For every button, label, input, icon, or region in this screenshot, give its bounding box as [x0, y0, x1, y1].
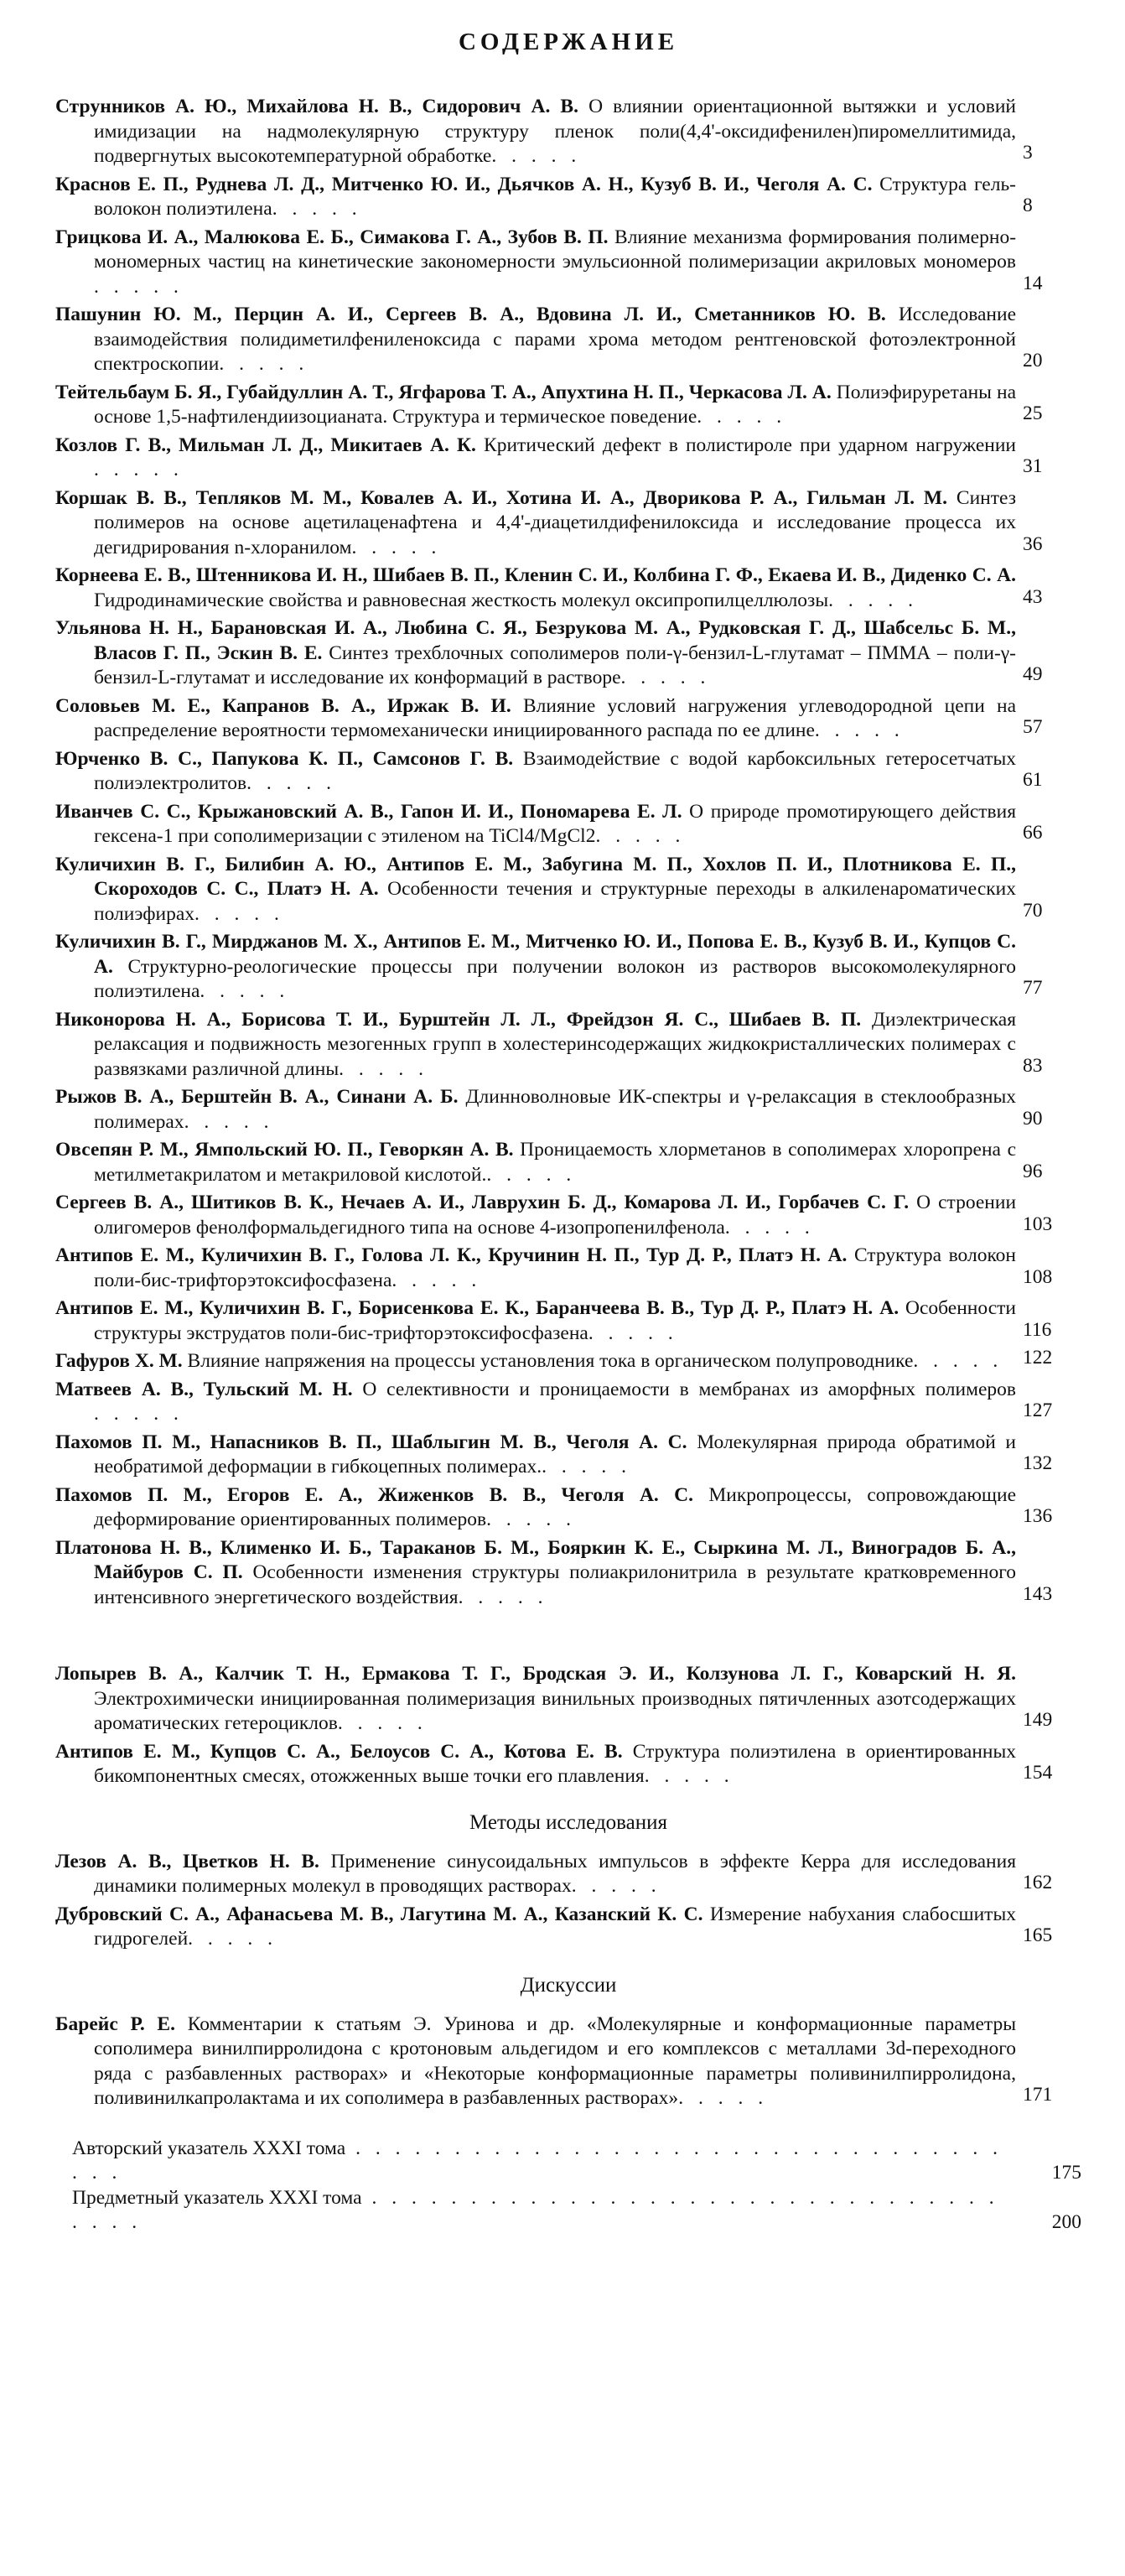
leader-dots: . . . . . — [184, 1110, 274, 1133]
leader-dots: . . . . . — [391, 1269, 482, 1291]
entry-title: Комментарии к статьям Э. Уринова и др. «Молекулярные и конформационные параметры сополимера винилпирролидона с кротоновым альдегидом и его комплексов с металлами 3d-переходного ряда с разбавленных растворах» и «Некоторые конформационные параметры поливинилпирролидона, поливинилкапролактама и их сополимера в разбавленных растворах» — [94, 2012, 1017, 2109]
toc-entry[interactable] — [55, 800, 1081, 849]
entry-title: Особенности структуры экструдатов поли-бис-трифторэтоксифосфазена — [94, 1297, 1016, 1344]
section-heading-discussions: Дискуссии — [520, 1973, 617, 1997]
entry-authors: Антипов Е. М., Куличихин В. Г., Голова Л. К., Кручинин Н. П., Тур Д. Р., Платэ Н. А. — [55, 1244, 848, 1266]
leader-dots: . . . . . — [94, 1403, 184, 1425]
toc-entry[interactable] — [55, 1349, 1081, 1374]
entry-title: О строении олигомеров фенолформальдегидного типа на основе 4-изопропенилфенола — [94, 1192, 1017, 1239]
index-entry[interactable] — [55, 2137, 1081, 2186]
entry-title: Влияние механизма формирования полимерно-мономерных частиц на кинетические закономерности эмульсионной полимеризации акриловых мономеров — [94, 226, 1017, 273]
leader-dots: . . . . . — [458, 1586, 548, 1608]
index-label: Предметный указатель XXXI тома — [72, 2186, 362, 2209]
entry-authors: Дубровский С. А., Афанасьева М. В., Лагутина М. А., Казанский К. С. — [55, 1903, 703, 1925]
entry-authors: Никонорова Н. А., Борисова Т. И., Бурштейн Л. Л., Фрейдзон Я. С., Шибаев В. П. — [55, 1008, 862, 1031]
toc-entry[interactable] — [55, 1903, 1081, 1952]
page-title: СОДЕРЖАНИЕ — [458, 29, 679, 55]
entry-title: Гидродинамические свойства и равновесная жесткость молекул оксипропилцеллюлозы — [94, 589, 829, 611]
contents-list-discussions — [55, 2012, 1081, 2111]
toc-entry[interactable] — [55, 1483, 1081, 1533]
entry-page-number: 14 — [1023, 272, 1043, 294]
entry-page-number: 31 — [1023, 455, 1043, 477]
entry-authors: Стрyнников А. Ю., Михайлова Н. В., Сидорович А. В. — [55, 96, 578, 117]
index-entry[interactable] — [55, 2186, 1081, 2236]
entry-title: Длинноволновые ИК-спектры и γ-релаксация в стеклообразных полимерах — [94, 1086, 1017, 1133]
leader-dots: . . . . . — [94, 275, 184, 298]
leader-dots: . . . . . — [724, 1216, 815, 1239]
entry-authors: Краснов Е. П., Руднева Л. Д., Митченко Ю. И., Дьячков А. Н., Кузуб В. И., Чеголя А. С. — [55, 173, 873, 195]
entry-page-number: 136 — [1023, 1505, 1053, 1527]
toc-entry[interactable] — [55, 1244, 1081, 1293]
entry-page-number: 49 — [1023, 663, 1043, 685]
toc-entry[interactable] — [55, 2012, 1081, 2111]
entry-title: Электрохимически инициированная полимеризация винильных производных пятичленных азотсодержащих ароматических гетероциклов — [94, 1687, 1016, 1734]
entry-authors: Куличихин В. Г., Мирджанов М. Х., Антипов Е. М., Митченко Ю. И., Попова Е. В., Кузуб В. И., Купцов С. А. — [55, 931, 1016, 978]
entry-page-number: 96 — [1023, 1160, 1043, 1182]
entry-title: О селективности и проницаемости в мембранах из аморфных полимеров — [362, 1378, 1016, 1400]
entry-authors: Коршак В. В., Тепляков М. М., Ковалев А. И., Хотина И. А., Дворикова Р. А., Гильман Л. М. — [55, 486, 947, 509]
toc-entry[interactable] — [55, 1138, 1081, 1187]
index-page-number: 175 — [1051, 2162, 1081, 2184]
toc-entry[interactable] — [55, 1008, 1081, 1083]
entry-authors: Сергеев В. А., Шитиков В. К., Нечаев А. И., Лаврухин Б. Д., Комарова Л. И., Горбачев С. Г. — [55, 1192, 910, 1213]
entry-page-number: 149 — [1023, 1709, 1053, 1731]
toc-entry[interactable] — [55, 226, 1081, 300]
entry-authors: Антипов Е. М., Куличихин В. Г., Борисенкова Е. К., Баранчеева В. В., Тур Д. Р., Платэ Н. А. — [55, 1297, 899, 1319]
entry-page-number: 83 — [1023, 1054, 1043, 1077]
leader-dots: . . . . . — [620, 667, 711, 688]
entry-title: Применение синусоидальных импульсов в эффекте Керра для исследования динамики полимерных молекул в проводящих растворах — [94, 1850, 1017, 1897]
entry-page-number: 77 — [1023, 977, 1043, 999]
toc-entry[interactable] — [55, 434, 1081, 483]
entry-title: Молекулярная природа обратимой и необратимой деформации в гибкоцепных полимерах. — [94, 1431, 1016, 1478]
leader-dots: . . . . . — [200, 980, 290, 1002]
entry-title: Влияние напряжения на процессы установления тока в органическом полупроводнике — [187, 1350, 914, 1372]
contents-list-second — [55, 1662, 1081, 1789]
entry-page-number: 43 — [1023, 585, 1043, 608]
entry-authors: Матвеев А. В., Тульский М. Н. — [55, 1378, 353, 1400]
entry-authors: Пахомов П. М., Напасников В. П., Шаблыгин М. В., Чеголя А. С. — [55, 1431, 687, 1453]
entry-title: Проницаемость хлорметанов в сополимерах хлоропрена с метилметакрилатом и метакриловой кислотой. — [94, 1139, 1017, 1186]
entry-authors: Юрченко В. С., Папукова К. П., Самсонов Г. В. — [55, 747, 514, 770]
entry-page-number: 171 — [1023, 2084, 1053, 2106]
entry-authors: Рыжов В. А., Берштейн В. А., Синани А. Б. — [55, 1086, 459, 1108]
entry-page-number: 8 — [1023, 195, 1033, 216]
entry-authors: Антипов Е. М., Купцов С. А., Белоусов С. А., Котова Е. В. — [55, 1740, 623, 1763]
entry-page-number: 3 — [1023, 142, 1033, 164]
entry-authors: Тейтельбаум Б. Я., Губайдуллин А. Т., Ягфарова Т. А., Апухтина Н. П., Черкасова Л. А. — [55, 381, 832, 403]
leader-dots: . . . . . . . . . . . . . . . . . . . . . . . . . . . . . . . . . . . . — [72, 2186, 999, 2233]
entry-authors: Куличихин В. Г., Билибин А. Ю., Антипов Е. М., Забугина М. П., Хохлов П. И., Плотникова Е. П., Скороходов С. С., Платэ Н. А. — [55, 853, 1016, 900]
entry-page-number: 108 — [1023, 1265, 1053, 1288]
entry-title: Структура гель-волокон полиэтилена — [94, 173, 1017, 220]
toc-entry[interactable] — [55, 564, 1081, 613]
entry-authors: Ульянова Н. Н., Барановская И. А., Любина С. Я., Безрукова М. А., Рудковская Г. Д., Шабсельс Б. М., Власов Г. П., Эскин В. Е. — [55, 617, 1016, 664]
toc-entry[interactable] — [55, 95, 1081, 169]
entry-title: Синтез полимеров на основе ацетилаценафтена и 4,4'-диацетилдифенилоксида и исследование процесса их дегидрирования n-хлоранилом — [94, 486, 1016, 558]
entry-title: Критический дефект в полистироле при ударном нагружении — [484, 434, 1017, 456]
leader-dots: . . . . . — [491, 145, 582, 167]
entry-title: Структура волокон поли-бис-трифторэтоксифосфазена — [94, 1244, 1017, 1291]
entry-title: Структура полиэтилена в ориентированных бикомпонентных смесях, отожженных выше точки его плавления — [94, 1740, 1017, 1787]
leader-dots: . . . . . — [678, 2087, 769, 2109]
leader-dots: . . . . . — [486, 1509, 576, 1530]
entry-title: Измерение набухания слабосшитых гидрогелей — [94, 1903, 1016, 1950]
entry-page-number: 122 — [1023, 1347, 1053, 1368]
leader-dots: . . . . . — [272, 198, 362, 220]
entry-authors: Лопырев В. А., Калчик Т. Н., Ермакова Т. Г., Бродская Э. И., Колзунова Л. Г., Коварский Н. Я. — [55, 1663, 1016, 1685]
toc-entry[interactable] — [55, 173, 1081, 222]
entry-authors: Грицкова И. А., Малюкова Е. Б., Симакова Г. А., Зубов В. П. — [55, 226, 609, 248]
index-list — [55, 2137, 1081, 2236]
entry-authors: Платонова Н. В., Клименко И. Б., Тараканов Б. М., Бояркин К. Е., Сыркина М. Л., Виноградов Б. А., Майбуров С. П. — [55, 1536, 1016, 1583]
entry-authors: Пашунин Ю. М., Перцин А. И., Сергеев В. А., Вдовина Л. И., Сметанников Ю. В. — [55, 304, 886, 325]
toc-entry[interactable] — [55, 1431, 1081, 1480]
leader-dots: . . . . . — [337, 1712, 428, 1734]
leader-dots: . . . . . — [94, 459, 184, 480]
leader-dots: . . . . . — [219, 353, 309, 375]
toc-entry[interactable] — [55, 1296, 1081, 1346]
entry-title: О природе промотирующего действия гексена-1 при сополимеризации с этиленом на TiCl4/MgCl2 — [94, 800, 1017, 847]
entry-page-number: 61 — [1023, 769, 1043, 791]
entry-title: Особенности изменения структуры полиакрилонитрила в результате кратковременного интенсивного энергетического воздействия — [94, 1561, 1016, 1608]
index-label: Авторский указатель XXXI тома — [72, 2137, 346, 2159]
entry-page-number: 66 — [1023, 822, 1043, 844]
toc-entry[interactable] — [55, 616, 1081, 691]
toc-entry[interactable] — [55, 694, 1081, 744]
entry-page-number: 116 — [1023, 1318, 1052, 1341]
entry-page-number: 132 — [1023, 1452, 1053, 1474]
toc-entry[interactable] — [55, 303, 1081, 377]
leader-dots: . . . . . — [542, 1456, 631, 1478]
toc-entry[interactable] — [55, 1662, 1081, 1737]
entry-page-number: 57 — [1023, 716, 1043, 738]
leader-dots: . . . . . — [339, 1057, 429, 1080]
leader-dots: . . . . . . . . . . . . . . . . . . . . . . . . . . . . . . . . . . . . — [72, 2137, 1003, 2184]
leader-dots: . . . . . — [246, 772, 336, 794]
toc-entry[interactable] — [55, 930, 1081, 1005]
leader-dots: . . . . . — [697, 406, 787, 428]
leader-dots: . . . . . — [194, 902, 284, 925]
toc-entry[interactable] — [55, 747, 1081, 797]
toc-entry[interactable] — [55, 381, 1081, 430]
leader-dots: . . . . . — [595, 825, 686, 847]
entry-title: Особенности течения и структурные переходы в алкиленароматических полиэфирах — [94, 878, 1016, 925]
entry-authors: Соловьев М. Е., Капранов В. А., Иржак В. И. — [55, 694, 511, 717]
entry-authors: Овсепян Р. М., Ямпольский Ю. П., Геворкян А. В. — [55, 1139, 514, 1161]
entry-authors: Лезов А. В., Цветков Н. В. — [55, 1850, 319, 1872]
entry-authors: Барейс Р. Е. — [55, 2012, 175, 2035]
toc-entry[interactable] — [55, 1191, 1081, 1240]
entry-title: О влиянии ориентационной вытяжки и условий имидизации на надмолекулярную структуру пленок поли(4,4'-оксидифенилен)пиромеллитимида, подвергнутых высокотемпературной обработке — [94, 96, 1017, 167]
entry-page-number: 127 — [1023, 1400, 1053, 1421]
entry-page-number: 165 — [1023, 1924, 1053, 1946]
toc-entry[interactable] — [55, 1536, 1081, 1611]
leader-dots: . . . . . — [588, 1322, 678, 1344]
entry-title: Синтез трехблочных сополимеров поли-γ-бензил-L-глутамат – ПММА – поли-γ-бензил-L-глутамат и исследование их конформаций в растворе — [94, 641, 1016, 688]
contents-list-main — [55, 95, 1081, 1610]
leader-dots: . . . . . — [351, 536, 442, 558]
entry-title: Микропроцессы, сопровождающие деформирование ориентированных полимеров — [94, 1483, 1017, 1530]
toc-entry[interactable] — [55, 1378, 1081, 1427]
entry-title: Структурно-реологические процессы при получении волокон из растворов высокомолекулярного полиэтилена — [94, 955, 1017, 1002]
entry-page-number: 162 — [1023, 1872, 1053, 1893]
entry-page-number: 90 — [1023, 1107, 1043, 1130]
entry-authors: Иванчев С. С., Крыжановский А. В., Гапон И. И., Пономарева Е. Л. — [55, 800, 682, 823]
leader-dots: . . . . . — [644, 1765, 734, 1787]
leader-dots: . . . . . — [188, 1928, 278, 1950]
entry-authors: Козлов Г. В., Мильман Л. Д., Микитаев А. К. — [55, 434, 476, 456]
entry-authors: Пахомов П. М., Егоров Е. А., Жиженков В. В., Чеголя А. С. — [55, 1483, 694, 1506]
entry-page-number: 36 — [1023, 532, 1043, 555]
entry-title: Влияние условий нагружения углеводородной цепи на распределение вероятности термомеханически инициированного распада по ее длине — [94, 694, 1017, 741]
leader-dots: . . . . . — [571, 1875, 661, 1897]
contents-list-methods — [55, 1850, 1081, 1952]
entry-page-number: 143 — [1023, 1582, 1053, 1605]
leader-dots: . . . . . — [814, 719, 905, 741]
leader-dots: . . . . . — [486, 1163, 577, 1186]
entry-authors: Гафуров Х. М. — [55, 1350, 183, 1372]
entry-authors: Корнеева Е. В., Штенникова И. Н., Шибаев В. П., Кленин С. И., Колбина Г. Ф., Екаева И. В., Диденко С. А. — [55, 564, 1016, 586]
section-heading-methods: Методы исследования — [469, 1810, 667, 1834]
leader-dots: . . . . . — [913, 1350, 1003, 1372]
entry-page-number: 103 — [1023, 1213, 1053, 1235]
toc-entry[interactable] — [55, 1740, 1081, 1789]
toc-entry[interactable] — [55, 1850, 1081, 1899]
toc-entry[interactable] — [55, 853, 1081, 927]
entry-page-number: 20 — [1023, 350, 1043, 371]
section-gap — [55, 1613, 1081, 1662]
entry-page-number: 70 — [1023, 899, 1043, 922]
index-page-number: 200 — [1051, 2211, 1081, 2233]
entry-page-number: 154 — [1023, 1762, 1053, 1784]
leader-dots: . . . . . — [828, 589, 918, 611]
entry-title: Взаимодействие с водой карбоксильных гетеросетчатых полиэлектролитов — [94, 747, 1017, 794]
entry-title: Исследование взаимодействия полидиметилфениленоксида с парами хрома методом рентгеновской фотоэлектронной спектроскопии — [94, 304, 1016, 375]
toc-entry[interactable] — [55, 486, 1081, 561]
toc-entry[interactable] — [55, 1085, 1081, 1135]
entry-title: Диэлектрическая релаксация и подвижность мезогенных групп в холестеринсодержащих жидкокристаллических полимерах с развязками различной длины — [94, 1008, 1017, 1080]
entry-title: Полиэфируретаны на основе 1,5-нафтилендиизоцианата. Структура и термическое поведение — [94, 381, 1017, 428]
entry-page-number: 25 — [1023, 402, 1043, 424]
